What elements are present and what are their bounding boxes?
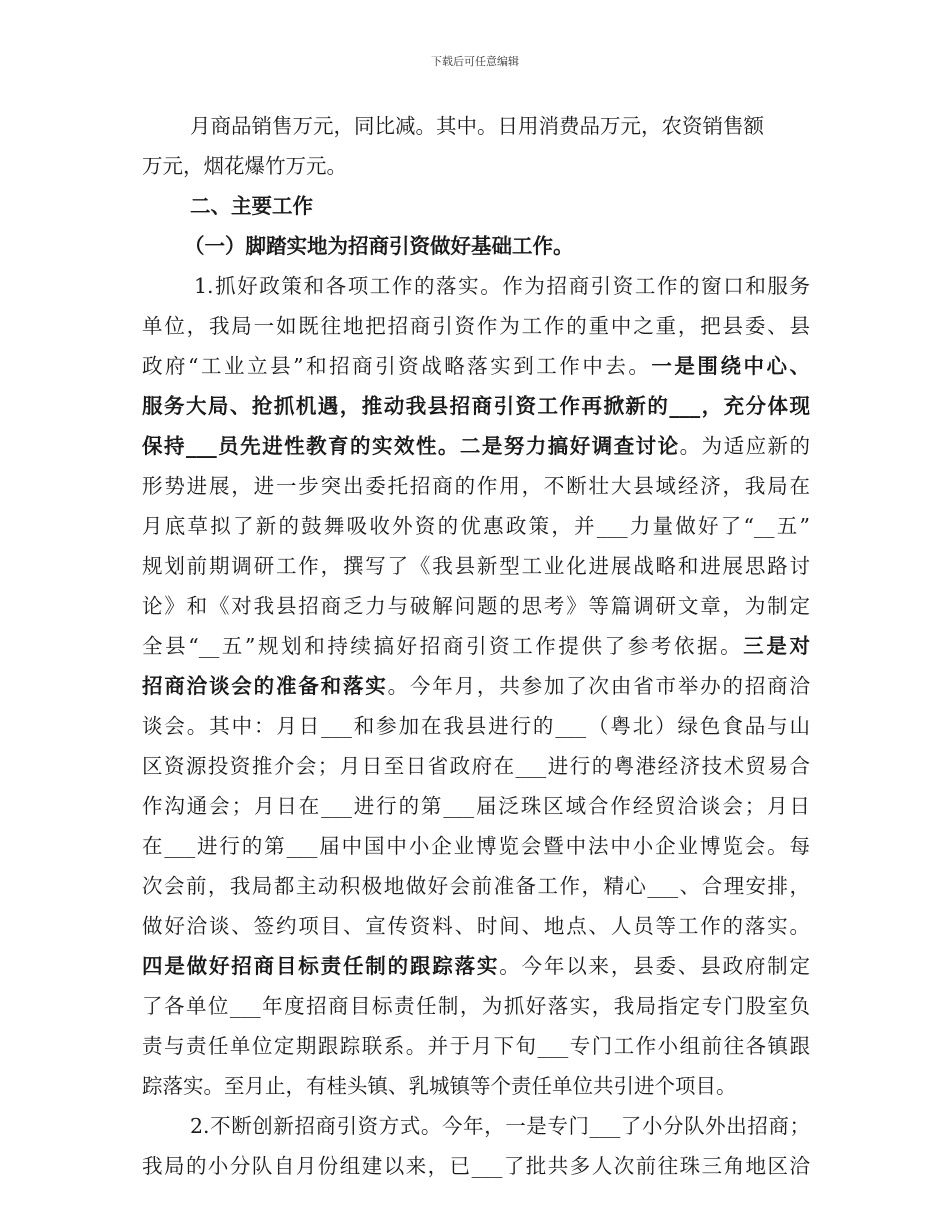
page-header: 下载后可任意编辑 [431, 55, 519, 68]
text-span: 做好洽谈、签约项目、宣传资料、时间、地点、人员等工作的落实。 [142, 914, 810, 938]
text-span: 我局的小分队自月份组建以来，已___了批共多人次前往珠三角地区洽 [142, 1154, 810, 1178]
text-line [142, 826, 810, 866]
text-line [142, 386, 810, 426]
text-line [142, 586, 810, 626]
text-span: 论》和《对我县招商乏力与破解问题的思考》等篇调研文章，为制定 [142, 594, 810, 618]
text-line [142, 1066, 810, 1106]
text-span: 1.抓好政策和各项工作的落实。作为招商引资工作的窗口和服务 [194, 274, 810, 298]
bold-text: 二、主要工作 [190, 194, 313, 218]
text-span: 作沟通会；月日在___进行的第___届泛珠区域合作经贸洽谈会；月日 [142, 794, 810, 818]
text-span: 万元，烟花爆竹万元。 [142, 154, 347, 178]
section-heading [142, 186, 810, 226]
text-line [142, 506, 810, 546]
text-span: 在___进行的第___届中国中小企业博览会暨中法中小企业博览会。每 [142, 834, 810, 858]
text-line [142, 626, 810, 666]
text-span: 月底草拟了新的鼓舞吸收外资的优惠政策，并___力量做好了“__五” [142, 514, 810, 538]
text-line [142, 986, 810, 1026]
bold-text: 三是对 [743, 634, 810, 658]
text-line [142, 866, 810, 906]
text-line [142, 346, 810, 386]
text-span: 月商品销售万元，同比减。其中。日用消费品万元，农资销售额 [190, 114, 764, 138]
text-span: 规划前期调研工作，撰写了《我县新型工业化进展战略和进展思路讨 [142, 554, 810, 578]
bold-text: （一）脚踏实地为招商引资做好基础工作。 [184, 234, 574, 258]
text-span: 次会前，我局都主动积极地做好会前准备工作，精心___、合理安排， [142, 874, 810, 898]
document-body [142, 106, 810, 1186]
text-span: 区资源投资推介会；月日至日省政府在___进行的粤港经济技术贸易合 [142, 754, 810, 778]
text-line [142, 546, 810, 586]
text-line [142, 1146, 810, 1186]
text-line [142, 946, 810, 986]
text-span: 全县“__五”规划和持续搞好招商引资工作提供了参考依据。 [142, 634, 744, 658]
text-line [142, 426, 810, 466]
bold-text: 服务大局、抢抓机遇，推动我县招商引资工作再掀新的___，充分体现 [142, 394, 810, 418]
text-line [142, 306, 810, 346]
text-span: 踪落实。至月止，有桂头镇、乳城镇等个责任单位共引进个项目。 [142, 1074, 737, 1098]
bold-text: 保持___员先进性教育的实效性。二是努力搞好调查讨论 [142, 434, 680, 458]
text-span: 2.不断创新招商引资方式。今年，一是专门___了小分队外出招商； [190, 1114, 810, 1138]
bold-text: 一是围绕中心、 [651, 354, 810, 378]
text-line [142, 466, 810, 506]
text-span: 形势进展，进一步突出委托招商的作用，不断壮大县域经济，我局在 [142, 474, 810, 498]
text-line [142, 706, 810, 746]
text-span: 。今年以来，县委、县政府制定 [499, 954, 810, 978]
text-span: 政府“工业立县”和招商引资战略落实到工作中去。 [142, 354, 652, 378]
text-line [142, 906, 810, 946]
text-span: 单位，我局一如既往地把招商引资作为工作的重中之重，把县委、县 [142, 314, 810, 338]
text-line [142, 666, 810, 706]
text-line [142, 746, 810, 786]
text-line [142, 1026, 810, 1066]
text-span: 。今年月，共参加了次由省市举办的招商洽 [387, 674, 810, 698]
text-line [142, 266, 810, 306]
subsection-heading [142, 226, 810, 266]
text-span: 谈会。其中：月日___和参加在我县进行的___（粤北）绿色食品与山 [142, 714, 810, 738]
text-line [142, 1106, 810, 1146]
text-span: 责与责任单位定期跟踪联系。并于月下旬___专门工作小组前往各镇跟 [142, 1034, 810, 1058]
text-line [142, 146, 810, 186]
text-span: 。为适应新的 [679, 434, 810, 458]
text-line [142, 106, 810, 146]
bold-text: 四是做好招商目标责任制的跟踪落实 [142, 954, 500, 978]
bold-text: 招商洽谈会的准备和落实 [142, 674, 388, 698]
text-span: 了各单位___年度招商目标责任制，为抓好落实，我局指定专门股室负 [142, 994, 810, 1018]
text-line [142, 786, 810, 826]
